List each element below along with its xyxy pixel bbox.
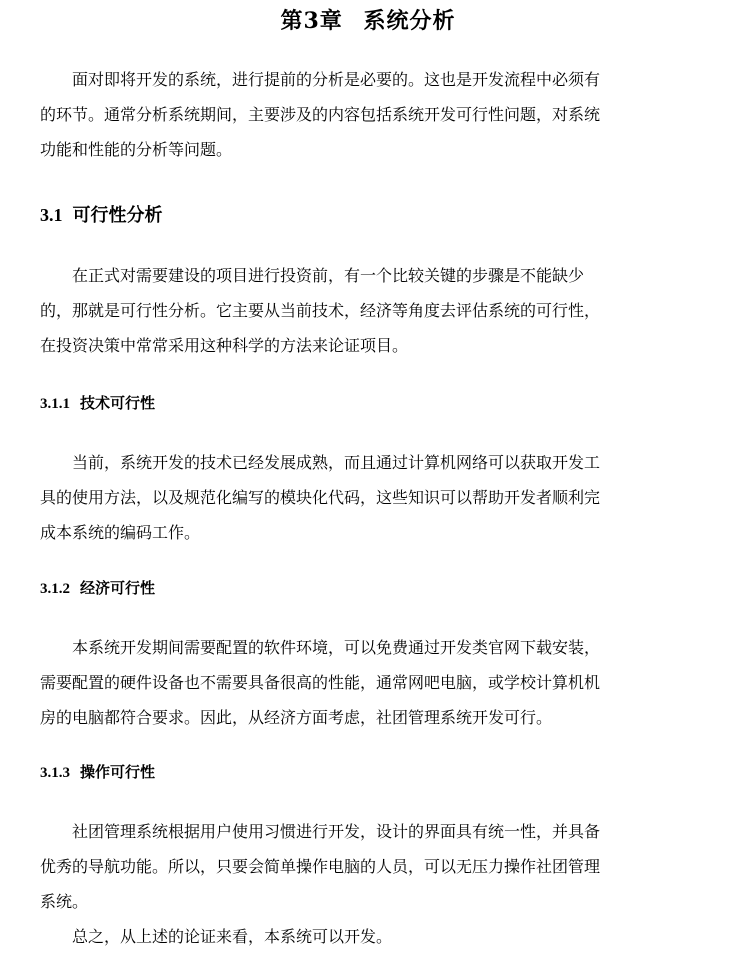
chapter-title bbox=[0, 4, 736, 38]
section-3-1-3-line-3: 系统。 bbox=[40, 892, 89, 911]
section-3-1-paragraph bbox=[40, 258, 666, 363]
section-title: 技术可行性 bbox=[80, 394, 156, 412]
section-heading-3-1-3 bbox=[40, 760, 155, 785]
section-3-1-3-paragraph bbox=[40, 814, 666, 954]
section-3-1-1-line-2: 具的使用方法，以及规范化编写的模块化代码，这些知识可以帮助开发者顺利完 bbox=[40, 488, 601, 507]
section-3-1-line-3: 在投资决策中常常采用这种科学的方法来论证项目。 bbox=[40, 336, 409, 355]
intro-line-2: 的环节。通常分析系统期间，主要涉及的内容包括系统开发可行性问题，对系统 bbox=[40, 105, 601, 124]
section-3-1-2-line-1: 本系统开发期间需要配置的软件环境，可以免费通过开发类官网下载安装， bbox=[72, 638, 601, 657]
intro-line-3: 功能和性能的分析等问题。 bbox=[40, 140, 233, 159]
section-title: 经济可行性 bbox=[80, 579, 156, 597]
section-3-1-1-line-3: 成本系统的编码工作。 bbox=[40, 523, 201, 542]
section-3-1-line-1: 在正式对需要建设的项目进行投资前，有一个比较关键的步骤是不能缺少 bbox=[72, 266, 585, 285]
intro-paragraph bbox=[40, 62, 666, 167]
section-3-1-2-paragraph bbox=[40, 630, 666, 735]
section-3-1-2-line-2: 需要配置的硬件设备也不需要具备很高的性能，通常网吧电脑，或学校计算机机 bbox=[40, 673, 601, 692]
section-number: 3.1.2 bbox=[40, 581, 70, 597]
section-heading-3-1-1 bbox=[40, 391, 155, 416]
section-title: 操作可行性 bbox=[80, 763, 156, 781]
section-3-1-3-line-2: 优秀的导航功能。所以，只要会简单操作电脑的人员，可以无压力操作社团管理 bbox=[40, 857, 601, 876]
section-number: 3.1.3 bbox=[40, 765, 70, 781]
conclusion-line: 总之，从上述的论证来看，本系统可以开发。 bbox=[72, 927, 393, 946]
section-3-1-line-2: 的，那就是可行性分析。它主要从当前技术，经济等角度去评估系统的可行性， bbox=[40, 301, 601, 320]
section-3-1-2-line-3: 房的电脑都符合要求。因此，从经济方面考虑，社团管理系统开发可行。 bbox=[40, 708, 553, 727]
chapter-name: 系统分析 bbox=[363, 8, 456, 34]
section-title: 可行性分析 bbox=[72, 205, 163, 226]
intro-line-1: 面对即将开发的系统，进行提前的分析是必要的。这也是开发流程中必须有 bbox=[72, 70, 601, 89]
section-3-1-3-line-1: 社团管理系统根据用户使用习惯进行开发，设计的界面具有统一性，并具备 bbox=[72, 822, 601, 841]
section-number: 3.1.1 bbox=[40, 396, 70, 412]
section-3-1-1-line-1: 当前，系统开发的技术已经发展成熟，而且通过计算机网络可以获取开发工 bbox=[72, 453, 601, 472]
section-heading-3-1-2 bbox=[40, 576, 155, 601]
section-3-1-1-paragraph bbox=[40, 445, 666, 550]
section-heading-3-1 bbox=[40, 201, 163, 230]
chapter-number: 第3章 bbox=[280, 8, 343, 34]
section-number: 3.1 bbox=[40, 205, 63, 225]
